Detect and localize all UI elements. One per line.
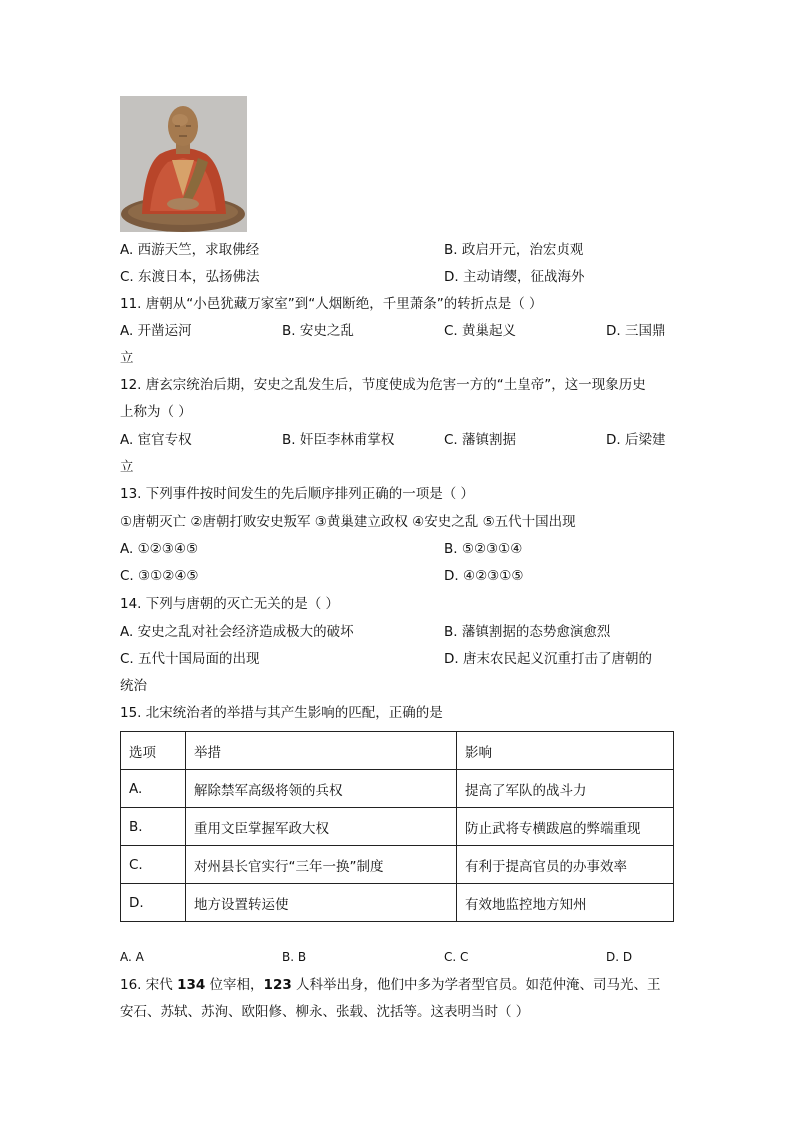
q11-option-c: C. 黄巢起义 bbox=[444, 323, 517, 339]
q11-stem: 11. 唐朝从“小邑犹藏万家室”到“人烟断绝，千里萧条”的转折点是（ ） bbox=[120, 296, 543, 312]
q11-option-d: D. 三国鼎 bbox=[606, 323, 666, 339]
q16-text2: 人科举出身，他们中多为学者型官员。如范仲淹、司马光、王 bbox=[291, 977, 661, 993]
q10-option-d: D. 主动请缨，征战海外 bbox=[444, 269, 585, 285]
q15-stem: 15. 北宋统治者的举措与其产生影响的匹配，正确的是 bbox=[120, 705, 443, 721]
q14-stem: 14. 下列与唐朝的灭亡无关的是（ ） bbox=[120, 596, 340, 612]
q14-option-d-wrap: 统治 bbox=[120, 678, 147, 694]
q13-option-a: A. ①②③④⑤ bbox=[120, 541, 199, 557]
q16-stem-line2: 安石、苏轼、苏洵、欧阳修、柳永、张载、沈括等。这表明当时（ ） bbox=[120, 1004, 530, 1020]
q13-option-d: D. ④②③①⑤ bbox=[444, 568, 524, 584]
q11-option-b: B. 安史之乱 bbox=[282, 323, 354, 339]
q12-option-a: A. 宦官专权 bbox=[120, 432, 192, 448]
q12-stem-line1: 12. 唐玄宗统治后期，安史之乱发生后，节度使成为危害一方的“土皇帝”，这一现象历史 bbox=[120, 377, 646, 393]
table-cell: D. bbox=[121, 884, 186, 922]
table-cell: 对州县长官实行“三年一换”制度 bbox=[186, 846, 457, 884]
table-row bbox=[121, 808, 674, 846]
table-header-row bbox=[121, 732, 674, 770]
table-cell: C. bbox=[121, 846, 186, 884]
q15-option-c: C. C bbox=[444, 950, 469, 964]
q11-option-d-wrap: 立 bbox=[120, 350, 134, 366]
q11-option-a: A. 开凿运河 bbox=[120, 323, 192, 339]
table-row bbox=[121, 884, 674, 922]
q14-option-c: C. 五代十国局面的出现 bbox=[120, 651, 260, 667]
q13-option-c: C. ③①②④⑤ bbox=[120, 568, 199, 584]
table-header-cell: 选项 bbox=[121, 732, 186, 770]
table-cell: B. bbox=[121, 808, 186, 846]
q13-option-b: B. ⑤②③①④ bbox=[444, 541, 523, 557]
q15-option-d: D. D bbox=[606, 950, 633, 964]
table-row bbox=[121, 770, 674, 808]
table-cell: 解除禁军高级将领的兵权 bbox=[186, 770, 457, 808]
q15-option-b: B. B bbox=[282, 950, 307, 964]
q10-option-a: A. 西游天竺，求取佛经 bbox=[120, 242, 260, 258]
table-row bbox=[121, 846, 674, 884]
q12-option-b: B. 奸臣李林甫掌权 bbox=[282, 432, 395, 448]
q14-option-b: B. 藩镇割据的态势愈演愈烈 bbox=[444, 624, 611, 640]
q12-option-d-wrap: 立 bbox=[120, 459, 134, 475]
table-cell: 提高了军队的战斗力 bbox=[457, 770, 674, 808]
q12-stem-line2: 上称为（ ） bbox=[120, 404, 192, 420]
q16-count-134: 134 bbox=[177, 977, 206, 993]
q16-count-123: 123 bbox=[263, 977, 292, 993]
q15-option-a: A. A bbox=[120, 950, 144, 964]
q10-option-b: B. 政启开元，治宏贞观 bbox=[444, 242, 584, 258]
q14-option-a: A. 安史之乱对社会经济造成极大的破坏 bbox=[120, 624, 354, 640]
q10-option-c: C. 东渡日本，弘扬佛法 bbox=[120, 269, 260, 285]
q16-num: 16. 宋代 bbox=[120, 977, 178, 993]
table-cell: 防止武将专横跋扈的弊端重现 bbox=[457, 808, 674, 846]
q13-events: ①唐朝灭亡 ②唐朝打败安史叛军 ③黄巢建立政权 ④安史之乱 ⑤五代十国出现 bbox=[120, 514, 576, 530]
q12-option-d: D. 后梁建 bbox=[606, 432, 666, 448]
table-header-cell: 举措 bbox=[186, 732, 457, 770]
table-cell: 有利于提高官员的办事效率 bbox=[457, 846, 674, 884]
table-cell: A. bbox=[121, 770, 186, 808]
seated-monk-statue-image bbox=[120, 96, 247, 232]
q15-table bbox=[120, 731, 674, 922]
table-header-cell: 影响 bbox=[457, 732, 674, 770]
table-cell: 有效地监控地方知州 bbox=[457, 884, 674, 922]
table-cell: 地方设置转运使 bbox=[186, 884, 457, 922]
q13-stem: 13. 下列事件按时间发生的先后顺序排列正确的一项是（ ） bbox=[120, 486, 475, 502]
q12-option-c: C. 藩镇割据 bbox=[444, 432, 517, 448]
q14-option-d: D. 唐末农民起义沉重打击了唐朝的 bbox=[444, 651, 652, 667]
table-cell: 重用文臣掌握军政大权 bbox=[186, 808, 457, 846]
q16-stem-line1 bbox=[120, 975, 661, 995]
q16-text1: 位宰相， bbox=[205, 977, 264, 993]
